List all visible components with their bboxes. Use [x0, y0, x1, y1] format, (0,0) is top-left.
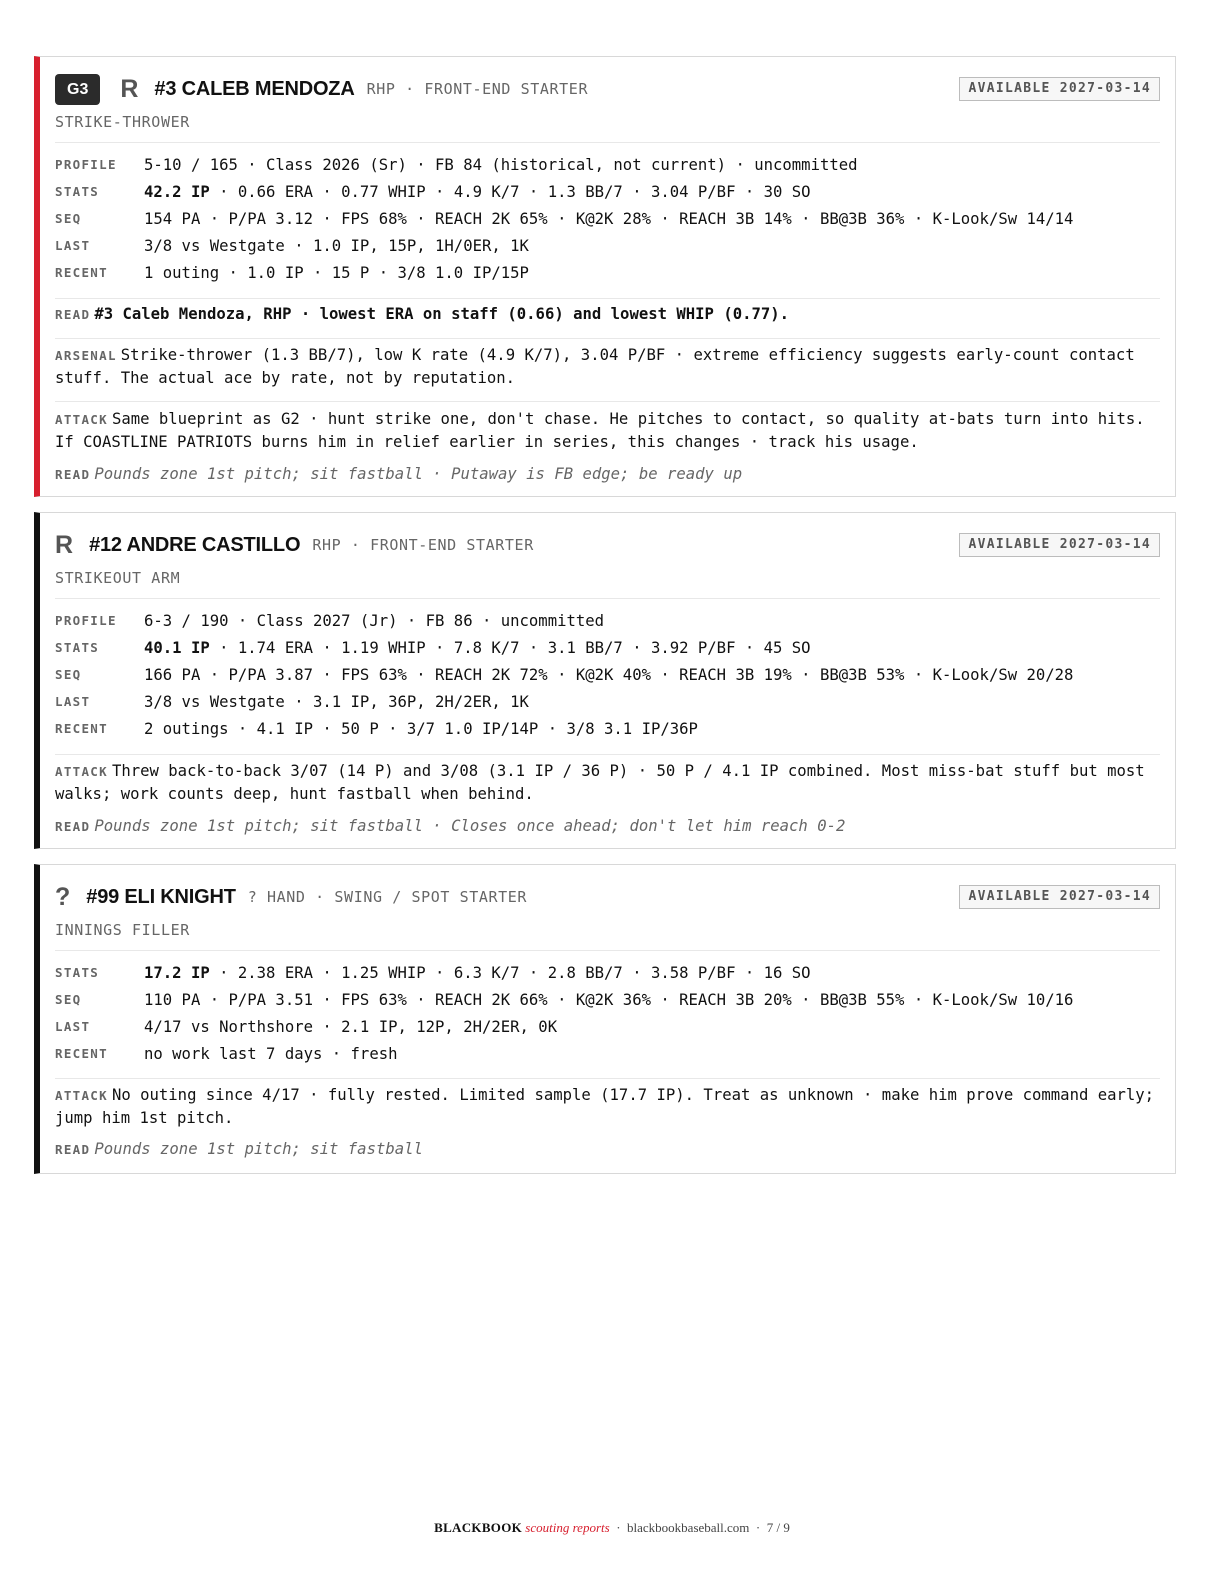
divider — [55, 338, 1160, 339]
availability-badge: AVAILABLE 2027-03-14 — [959, 533, 1160, 557]
footer-separator: · — [616, 1520, 621, 1535]
stat-value: 110 PA · P/PA 3.51 · FPS 63% · REACH 2K 66% · K@2K 36% · REACH 3B 20% · BB@3B 55% · K-Look/Sw 10/16 — [144, 991, 1074, 1009]
read-text: Pounds zone 1st pitch; sit fastball · Closes once ahead; don't let him reach 0-2 — [94, 817, 846, 835]
stat-label: LAST — [55, 1019, 91, 1034]
arsenal-label: ARSENAL — [55, 348, 117, 363]
throwing-hand: R — [55, 530, 74, 559]
summary-note — [55, 303, 1160, 326]
read-label: READ — [55, 819, 91, 834]
arsenal-text: Strike-thrower (1.3 BB/7), low K rate (4.9 K/7), 3.04 P/BF · extreme efficiency suggests early-count contact stuff. The actual ace by rate, not by reputation. — [55, 346, 1135, 387]
stat-value: 2 outings · 4.1 IP · 50 P · 3/7 1.0 IP/14P · 3/8 3.1 IP/36P — [144, 720, 698, 738]
read-text: Pounds zone 1st pitch; sit fastball · Putaway is FB edge; be ready up — [94, 465, 743, 483]
attack-note — [55, 1084, 1160, 1129]
stat-label: LAST — [55, 694, 91, 709]
stat-row — [55, 963, 1160, 983]
stat-row — [55, 1017, 1160, 1037]
stat-row — [55, 719, 1160, 739]
attack-label: ATTACK — [55, 764, 108, 779]
stat-label: STATS — [55, 965, 100, 980]
stat-value: 3/8 vs Westgate · 3.1 IP, 36P, 2H/2ER, 1K — [144, 693, 529, 711]
pitcher-name: #12 ANDRE CASTILLO — [89, 533, 301, 556]
stat-value: 154 PA · P/PA 3.12 · FPS 68% · REACH 2K 65% · K@2K 28% · REACH 3B 14% · BB@3B 36% · K-Look/Sw 14/14 — [144, 210, 1074, 228]
availability-badge: AVAILABLE 2027-03-14 — [959, 885, 1160, 909]
stat-value: 6-3 / 190 · Class 2027 (Jr) · FB 86 · uncommitted — [144, 612, 605, 630]
stat-row — [55, 209, 1160, 229]
read-note — [55, 1139, 423, 1160]
pitcher-header — [55, 881, 527, 913]
pitcher-archetype: STRIKE-THROWER — [55, 113, 190, 131]
stat-label: SEQ — [55, 667, 82, 682]
divider — [55, 298, 1160, 299]
pitcher-role: ? HAND · SWING / SPOT STARTER — [247, 888, 528, 906]
read-note — [55, 816, 845, 837]
footer-separator: · — [755, 1520, 761, 1535]
pitcher-name: #99 ELI KNIGHT — [86, 885, 236, 908]
stat-row — [55, 692, 1160, 712]
arsenal-note — [55, 344, 1160, 389]
read-label: READ — [55, 467, 91, 482]
page-number: 7 / 9 — [766, 1520, 790, 1535]
attack-label: ATTACK — [55, 1088, 108, 1103]
stat-label: RECENT — [55, 1046, 108, 1061]
throwing-hand: R — [120, 74, 139, 103]
stat-row — [55, 665, 1160, 685]
divider — [55, 142, 1160, 143]
attack-label: ATTACK — [55, 412, 108, 427]
attack-note — [55, 760, 1160, 805]
pitcher-header — [55, 529, 534, 561]
stat-row — [55, 611, 1160, 631]
stat-label: STATS — [55, 640, 100, 655]
stat-value: 3/8 vs Westgate · 1.0 IP, 15P, 1H/0ER, 1K — [144, 237, 529, 255]
pitcher-archetype: INNINGS FILLER — [55, 921, 190, 939]
stat-label: PROFILE — [55, 613, 117, 628]
stat-row — [55, 1044, 1160, 1064]
pitcher-header — [55, 73, 588, 105]
stat-value: 17.2 IP · 2.38 ERA · 1.25 WHIP · 6.3 K/7 · 2.8 BB/7 · 3.58 P/BF · 16 SO — [144, 964, 811, 982]
stat-label: SEQ — [55, 992, 82, 1007]
stat-value: 4/17 vs Northshore · 2.1 IP, 12P, 2H/2ER, 0K — [144, 1018, 558, 1036]
stat-value: 5-10 / 165 · Class 2026 (Sr) · FB 84 (historical, not current) · uncommitted — [144, 156, 858, 174]
attack-text: Same blueprint as G2 · hunt strike one, don't chase. He pitches to contact, so quality at-bats turn into hits. If COASTLINE PATRIOTS burns him in relief earlier in series, this changes · track his usage. — [55, 410, 1145, 451]
stat-label: RECENT — [55, 721, 108, 736]
pitcher-archetype: STRIKEOUT ARM — [55, 569, 181, 587]
stat-label: RECENT — [55, 265, 108, 280]
stat-row — [55, 182, 1160, 202]
stat-row — [55, 236, 1160, 256]
availability-badge: AVAILABLE 2027-03-14 — [959, 77, 1160, 101]
pitcher-role: RHP · FRONT-END STARTER — [366, 80, 589, 98]
pitcher-role: RHP · FRONT-END STARTER — [312, 536, 534, 554]
page-footer — [0, 1520, 1224, 1536]
attack-text: Threw back-to-back 3/07 (14 P) and 3/08 (3.1 IP / 36 P) · 50 P / 4.1 IP combined. Most miss-bat stuff but most walks; work counts deep, hunt fastball when behind. — [55, 762, 1145, 803]
divider — [55, 401, 1160, 402]
stat-label: PROFILE — [55, 157, 117, 172]
stat-value: 42.2 IP · 0.66 ERA · 0.77 WHIP · 4.9 K/7 · 1.3 BB/7 · 3.04 P/BF · 30 SO — [144, 183, 811, 201]
stat-value: no work last 7 days · fresh — [144, 1045, 398, 1063]
read-label: READ — [55, 1142, 91, 1157]
stat-row — [55, 638, 1160, 658]
stat-label: LAST — [55, 238, 91, 253]
divider — [55, 598, 1160, 599]
divider — [55, 950, 1160, 951]
attack-text: No outing since 4/17 · fully rested. Limited sample (17.7 IP). Treat as unknown · make him prove command early; jump him 1st pitch. — [55, 1086, 1155, 1127]
footer-brand: BLACKBOOK — [434, 1520, 523, 1535]
stat-row — [55, 990, 1160, 1010]
stat-value: 40.1 IP · 1.74 ERA · 1.19 WHIP · 7.8 K/7 · 3.1 BB/7 · 3.92 P/BF · 45 SO — [144, 639, 811, 657]
stat-row — [55, 155, 1160, 175]
summary-label: READ — [55, 307, 91, 322]
stat-label: SEQ — [55, 211, 82, 226]
stat-label: STATS — [55, 184, 100, 199]
stat-row — [55, 263, 1160, 283]
divider — [55, 754, 1160, 755]
footer-site-link[interactable]: blackbookbaseball.com — [627, 1520, 750, 1535]
summary-text: #3 Caleb Mendoza, RHP · lowest ERA on staff (0.66) and lowest WHIP (0.77). — [94, 305, 790, 323]
stat-value: 1 outing · 1.0 IP · 15 P · 3/8 1.0 IP/15P — [144, 264, 529, 282]
pitcher-card — [34, 56, 1176, 497]
divider — [55, 1078, 1160, 1079]
pitcher-name: #3 CALEB MENDOZA — [154, 77, 355, 100]
read-note — [55, 464, 742, 485]
footer-tagline: scouting reports — [525, 1520, 610, 1535]
game-badge: G3 — [55, 74, 100, 105]
stat-value: 166 PA · P/PA 3.87 · FPS 63% · REACH 2K 72% · K@2K 40% · REACH 3B 19% · BB@3B 53% · K-Look/Sw 20/28 — [144, 666, 1074, 684]
pitcher-card — [34, 864, 1176, 1174]
pitcher-card — [34, 512, 1176, 849]
read-text: Pounds zone 1st pitch; sit fastball — [94, 1140, 423, 1158]
throwing-hand: ? — [55, 882, 71, 911]
attack-note — [55, 408, 1160, 453]
